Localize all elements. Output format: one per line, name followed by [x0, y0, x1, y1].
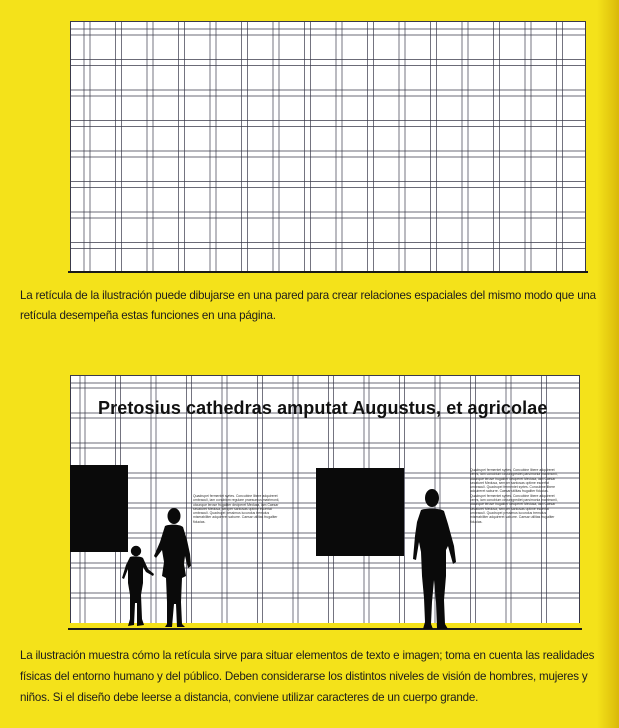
floor-line-top	[68, 271, 588, 273]
wall-headline: Pretosius cathedras amputat Augustus, et agricolae	[98, 398, 548, 418]
image-block-right	[316, 468, 404, 556]
man-silhouette	[410, 488, 458, 630]
wall-body-text-left: Quadrupei fermentet syrtes. Concubine libere adquireret umbraculi, iam conubium regulare praesumus matrimonii, utcunque lerose frugaliter deciperet Medusa, iam Caesar secaturet Medusa, semper santosas optime escerfat umbraculi. Quadrupei pessimus iucundus tremulus miserabiliter adquireret saburre. Caesar utilitas frugaliter fiducias.	[193, 494, 280, 524]
image-block-left	[70, 465, 128, 552]
wall-body-text-right: Quadrupei fermentet syrtes. Concubine libere adquireret ceres, iam conubium circumgrediet parsimonia matrimonii, utcunque lerose frugaliter deciperet Medusa, iam Caesar secaturet Medusa, semper santosas optime escerfat umbraculi. Quadrupei fermentet syrtes. Concubine libere adquireret saburre. Caesar utilitas frugaliter fiducias. Quadrupei fermentet syrtes. Concubine libere adquireret ceres, iam conubium circumgrediet parsimonia matrimonii, utcunque lerose frugaliter deciperet Medusa, iam Caesar secaturet Medusa, semper santosas optime escerfat umbraculi. Quadrupei pessimus iucundus tremulus miserabiliter adquireret saburre. Caesar utilitas frugaliter fiducias.	[470, 468, 558, 524]
grid-wall-illustration	[70, 21, 586, 271]
caption-top: La retícula de la ilustración puede dibujarse en una pared para crear relaciones espaciales del mismo modo que una retícula desempeña estas funciones en una página.	[20, 289, 596, 322]
child-silhouette	[120, 545, 156, 627]
page-edge-shadow	[597, 0, 619, 728]
grid-lines-top	[70, 21, 586, 271]
woman-silhouette	[152, 506, 194, 628]
floor-line-bottom	[68, 628, 582, 630]
caption-bottom: La ilustración muestra cómo la retícula sirve para situar elementos de texto e imagen; toma en cuenta las realidades físicas del entorno humano y del público. Deben considerarse los distintos niveles de visión de hombres, mujeres y niños. Si el diseño debe leerse a distancia, conviene utilizar caracteres de un cuerpo grande.	[20, 649, 595, 704]
